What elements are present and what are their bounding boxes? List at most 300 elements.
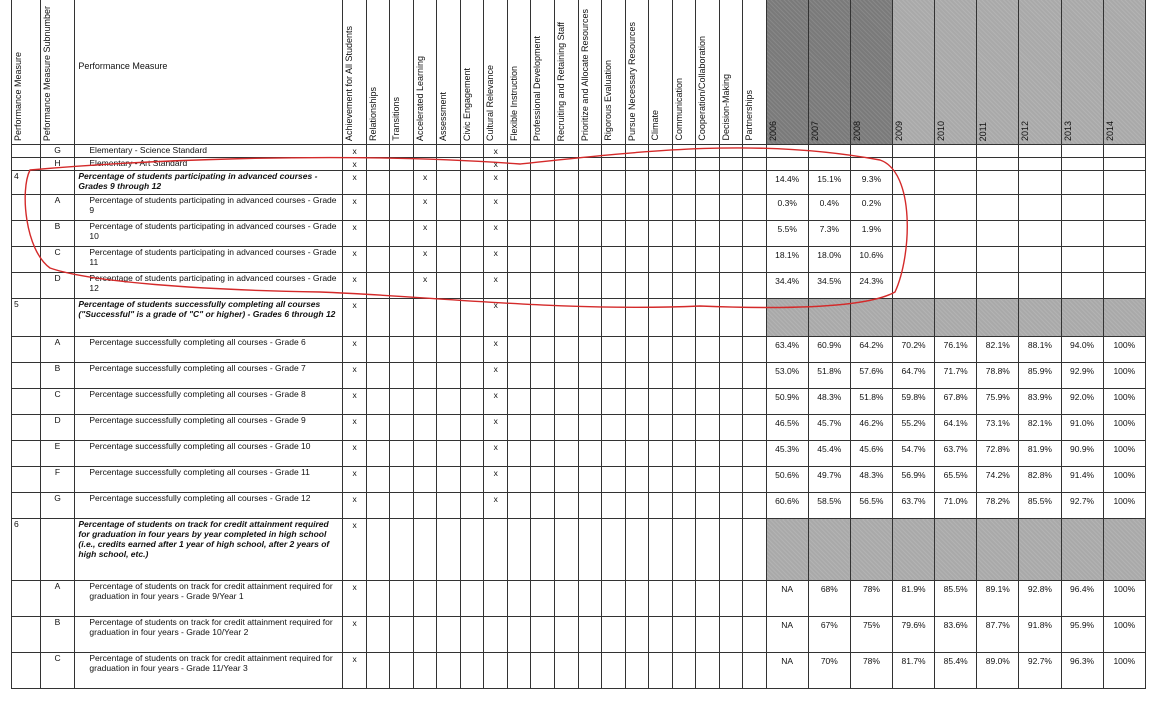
year-value: 81.9% (1019, 441, 1061, 467)
category-mark (649, 363, 673, 389)
category-mark (507, 467, 531, 493)
submeasure-letter: A (40, 581, 75, 617)
header-category-label: Flexible Instruction (508, 65, 519, 141)
category-mark (460, 441, 484, 467)
measure-number (12, 195, 41, 221)
category-mark (366, 467, 390, 493)
category-mark (531, 493, 555, 519)
category-mark (390, 273, 414, 299)
measure-number (12, 389, 41, 415)
category-mark (625, 273, 649, 299)
year-value (1103, 273, 1145, 299)
year-value: 18.0% (808, 247, 850, 273)
category-mark (743, 247, 767, 273)
category-mark (460, 415, 484, 441)
year-value (935, 158, 977, 171)
category-mark (696, 581, 720, 617)
category-mark (437, 467, 461, 493)
year-value (1061, 145, 1103, 158)
header-year-label: 2011 (978, 121, 989, 141)
year-value (1061, 221, 1103, 247)
year-value (1103, 299, 1145, 337)
category-mark (460, 145, 484, 158)
year-value: 59.8% (893, 389, 935, 415)
category-mark: x (343, 221, 367, 247)
category-mark (366, 519, 390, 581)
year-value: 100% (1103, 493, 1145, 519)
category-mark (413, 158, 437, 171)
submeasure-letter: F (40, 467, 75, 493)
header-year (850, 0, 892, 145)
year-value: 45.3% (766, 441, 808, 467)
measure-row (12, 519, 1146, 581)
measure-label: Percentage of students on track for credit attainment required for graduation in four years - Grade 11/Year 3 (75, 653, 343, 689)
category-mark (649, 617, 673, 653)
category-mark (413, 145, 437, 158)
category-mark (602, 653, 626, 689)
category-mark (437, 158, 461, 171)
category-mark (413, 493, 437, 519)
category-mark: x (343, 415, 367, 441)
year-value: 92.8% (1019, 581, 1061, 617)
header-category (413, 0, 437, 145)
measure-label: Percentage of students successfully completing all courses ("Successful" is a grade of "C" or higher) - Grades 6 through 12 (75, 299, 343, 337)
category-mark: x (343, 145, 367, 158)
year-value: 100% (1103, 467, 1145, 493)
category-mark (649, 247, 673, 273)
category-mark (460, 519, 484, 581)
year-value (977, 299, 1019, 337)
measure-label: Percentage successfully completing all courses - Grade 10 (75, 441, 343, 467)
year-value (766, 519, 808, 581)
year-value: 92.7% (1019, 653, 1061, 689)
measure-number (12, 441, 41, 467)
category-mark: x (343, 337, 367, 363)
year-value: 48.3% (850, 467, 892, 493)
category-mark (460, 493, 484, 519)
category-mark (719, 363, 743, 389)
year-value: 85.4% (935, 653, 977, 689)
category-mark (719, 273, 743, 299)
category-mark: x (484, 273, 508, 299)
year-value: 45.6% (850, 441, 892, 467)
year-value (1019, 221, 1061, 247)
category-mark (602, 221, 626, 247)
category-mark (507, 441, 531, 467)
category-mark (672, 617, 696, 653)
category-mark (507, 415, 531, 441)
category-mark (625, 247, 649, 273)
category-mark (531, 519, 555, 581)
category-mark (507, 389, 531, 415)
category-mark (649, 221, 673, 247)
category-mark (437, 171, 461, 195)
measure-number (12, 221, 41, 247)
category-mark (366, 158, 390, 171)
category-mark (555, 299, 579, 337)
category-mark (555, 581, 579, 617)
year-value: 58.5% (808, 493, 850, 519)
year-value: 45.7% (808, 415, 850, 441)
category-mark (460, 653, 484, 689)
header-year-label: 2006 (767, 120, 778, 141)
category-mark (555, 415, 579, 441)
category-mark (625, 467, 649, 493)
measure-label: Percentage successfully completing all courses - Grade 6 (75, 337, 343, 363)
submeasure-letter: B (40, 221, 75, 247)
category-mark (578, 195, 602, 221)
category-mark: x (343, 247, 367, 273)
category-mark: x (413, 195, 437, 221)
category-mark (578, 158, 602, 171)
category-mark (672, 389, 696, 415)
year-value (850, 299, 892, 337)
year-value (850, 158, 892, 171)
category-mark (460, 247, 484, 273)
category-mark (602, 273, 626, 299)
category-mark (390, 653, 414, 689)
year-value (977, 519, 1019, 581)
category-mark (390, 299, 414, 337)
submeasure-letter: D (40, 415, 75, 441)
category-mark: x (484, 171, 508, 195)
header-category (578, 0, 602, 145)
category-mark (602, 158, 626, 171)
category-mark (484, 653, 508, 689)
performance-measures-table (11, 0, 1146, 689)
year-value: 100% (1103, 363, 1145, 389)
category-mark (437, 617, 461, 653)
year-value (893, 158, 935, 171)
category-mark (672, 467, 696, 493)
category-mark (719, 171, 743, 195)
year-value: 56.5% (850, 493, 892, 519)
category-mark (531, 273, 555, 299)
category-mark (507, 158, 531, 171)
header-category-label: Communication (673, 78, 684, 141)
category-mark (366, 195, 390, 221)
measure-number: 5 (12, 299, 41, 337)
category-mark (555, 171, 579, 195)
year-value (1061, 273, 1103, 299)
category-mark (507, 617, 531, 653)
year-value (893, 145, 935, 158)
measure-row (12, 171, 1146, 195)
submeasure-row (12, 617, 1146, 653)
submeasure-letter: C (40, 389, 75, 415)
category-mark (578, 171, 602, 195)
category-mark: x (484, 493, 508, 519)
header-year-label: 2012 (1020, 120, 1031, 141)
category-mark: x (413, 221, 437, 247)
year-value (766, 299, 808, 337)
header-measure-label: Performance Measure (13, 51, 23, 141)
submeasure-letter: G (40, 493, 75, 519)
category-mark (672, 493, 696, 519)
category-mark (672, 299, 696, 337)
category-mark (507, 273, 531, 299)
year-value: 92.0% (1061, 389, 1103, 415)
category-mark (602, 247, 626, 273)
year-value (977, 195, 1019, 221)
year-value: 100% (1103, 441, 1145, 467)
category-mark: x (343, 653, 367, 689)
category-mark (531, 653, 555, 689)
header-year-label: 2008 (851, 120, 862, 141)
year-value (977, 145, 1019, 158)
category-mark (602, 415, 626, 441)
category-mark (437, 145, 461, 158)
header-year (977, 0, 1019, 145)
year-value (977, 221, 1019, 247)
category-mark (649, 581, 673, 617)
category-mark (366, 389, 390, 415)
category-mark (531, 171, 555, 195)
category-mark (625, 363, 649, 389)
submeasure-letter (40, 299, 75, 337)
measure-label: Percentage of students participating in advanced courses - Grades 9 through 12 (75, 171, 343, 195)
category-mark (602, 389, 626, 415)
year-value: 65.5% (935, 467, 977, 493)
category-mark (696, 145, 720, 158)
year-value: 94.0% (1061, 337, 1103, 363)
category-mark (743, 617, 767, 653)
category-mark (719, 221, 743, 247)
category-mark (413, 519, 437, 581)
category-mark (390, 195, 414, 221)
category-mark: x (343, 617, 367, 653)
year-value (850, 519, 892, 581)
category-mark (413, 467, 437, 493)
year-value (1061, 247, 1103, 273)
category-mark (555, 145, 579, 158)
category-mark (555, 617, 579, 653)
year-value: NA (766, 581, 808, 617)
category-mark (507, 195, 531, 221)
year-value: 7.3% (808, 221, 850, 247)
year-value: 85.5% (1019, 493, 1061, 519)
submeasure-letter: B (40, 363, 75, 389)
measure-number (12, 363, 41, 389)
header-year-label: 2010 (936, 120, 947, 141)
year-value: 24.3% (850, 273, 892, 299)
category-mark (555, 519, 579, 581)
category-mark (696, 653, 720, 689)
category-mark (507, 581, 531, 617)
category-mark (719, 441, 743, 467)
category-mark (602, 493, 626, 519)
category-mark (507, 653, 531, 689)
year-value (977, 171, 1019, 195)
submeasure-row (12, 467, 1146, 493)
category-mark: x (484, 195, 508, 221)
category-mark (578, 299, 602, 337)
category-mark (602, 337, 626, 363)
category-mark (696, 519, 720, 581)
submeasure-row (12, 363, 1146, 389)
category-mark: x (343, 581, 367, 617)
category-mark: x (413, 273, 437, 299)
measure-label: Percentage of students on track for credit attainment required for graduation in four years - Grade 10/Year 2 (75, 617, 343, 653)
category-mark: x (343, 195, 367, 221)
category-mark (578, 389, 602, 415)
category-mark (743, 415, 767, 441)
category-mark (531, 363, 555, 389)
category-mark (649, 415, 673, 441)
header-category (649, 0, 673, 145)
category-mark (507, 363, 531, 389)
year-value (766, 158, 808, 171)
category-mark (390, 145, 414, 158)
category-mark (625, 299, 649, 337)
category-mark (649, 158, 673, 171)
year-value: 91.4% (1061, 467, 1103, 493)
category-mark (531, 145, 555, 158)
header-category-label: Climate (650, 110, 661, 141)
category-mark (390, 389, 414, 415)
category-mark (366, 273, 390, 299)
category-mark (743, 145, 767, 158)
year-value (1019, 171, 1061, 195)
category-mark (719, 195, 743, 221)
year-value (808, 145, 850, 158)
year-value: 71.0% (935, 493, 977, 519)
category-mark (719, 158, 743, 171)
year-value (935, 519, 977, 581)
category-mark (366, 221, 390, 247)
year-value: 81.7% (893, 653, 935, 689)
category-mark (531, 581, 555, 617)
year-value (977, 273, 1019, 299)
category-mark (719, 299, 743, 337)
category-mark (696, 171, 720, 195)
category-mark (743, 441, 767, 467)
category-mark (625, 158, 649, 171)
submeasure-row (12, 195, 1146, 221)
year-value (1019, 247, 1061, 273)
measure-number (12, 337, 41, 363)
year-value: 34.4% (766, 273, 808, 299)
measure-number: 4 (12, 171, 41, 195)
year-value (1061, 195, 1103, 221)
header-year (808, 0, 850, 145)
category-mark: x (413, 247, 437, 273)
category-mark (578, 653, 602, 689)
header-category-label: Professional Development (532, 35, 543, 141)
category-mark (743, 493, 767, 519)
measure-number (12, 581, 41, 617)
category-mark (672, 337, 696, 363)
category-mark (649, 653, 673, 689)
category-mark (555, 389, 579, 415)
year-value: 50.6% (766, 467, 808, 493)
category-mark (625, 653, 649, 689)
category-mark (390, 581, 414, 617)
category-mark (578, 467, 602, 493)
category-mark (531, 221, 555, 247)
year-value (1103, 195, 1145, 221)
header-category-label: Recruiting and Retaining Staff (556, 21, 566, 141)
year-value: 100% (1103, 415, 1145, 441)
category-mark: x (484, 441, 508, 467)
year-value: 82.1% (977, 337, 1019, 363)
year-value: 78.2% (977, 493, 1019, 519)
year-value (935, 145, 977, 158)
year-value (850, 145, 892, 158)
header-category (343, 0, 367, 145)
category-mark (366, 299, 390, 337)
category-mark (578, 415, 602, 441)
submeasure-row (12, 441, 1146, 467)
year-value (893, 221, 935, 247)
category-mark (484, 519, 508, 581)
year-value: 70% (808, 653, 850, 689)
category-mark: x (343, 299, 367, 337)
category-mark (484, 617, 508, 653)
header-year (766, 0, 808, 145)
category-mark (578, 581, 602, 617)
measure-number (12, 145, 41, 158)
category-mark (696, 493, 720, 519)
category-mark (719, 617, 743, 653)
category-mark (507, 145, 531, 158)
category-mark (531, 467, 555, 493)
year-value (1061, 171, 1103, 195)
year-value: 50.9% (766, 389, 808, 415)
measure-label: Percentage of students participating in advanced courses - Grade 12 (75, 273, 343, 299)
category-mark (437, 195, 461, 221)
category-mark (672, 519, 696, 581)
year-value: 88.1% (1019, 337, 1061, 363)
category-mark (437, 493, 461, 519)
submeasure-row (12, 145, 1146, 158)
year-value (977, 247, 1019, 273)
year-value: 51.8% (850, 389, 892, 415)
year-value: 78% (850, 581, 892, 617)
year-value: 100% (1103, 337, 1145, 363)
category-mark (719, 519, 743, 581)
category-mark (743, 171, 767, 195)
category-mark (413, 337, 437, 363)
year-value (808, 519, 850, 581)
category-mark (696, 363, 720, 389)
category-mark (413, 581, 437, 617)
year-value: 96.3% (1061, 653, 1103, 689)
category-mark (578, 247, 602, 273)
year-value: 68% (808, 581, 850, 617)
category-mark (507, 171, 531, 195)
category-mark (696, 273, 720, 299)
year-value: 63.7% (893, 493, 935, 519)
category-mark: x (343, 273, 367, 299)
category-mark (625, 415, 649, 441)
category-mark (390, 441, 414, 467)
category-mark (696, 247, 720, 273)
header-category-label: Assessment (438, 91, 449, 141)
category-mark (507, 247, 531, 273)
category-mark: x (343, 158, 367, 171)
category-mark (743, 158, 767, 171)
year-value (935, 221, 977, 247)
measure-label: Percentage successfully completing all courses - Grade 11 (75, 467, 343, 493)
submeasure-letter: H (40, 158, 75, 171)
year-value: 79.6% (893, 617, 935, 653)
header-category-label: Transitions (391, 97, 402, 141)
header-category (743, 0, 767, 145)
year-value (893, 519, 935, 581)
category-mark (696, 389, 720, 415)
category-mark (437, 389, 461, 415)
